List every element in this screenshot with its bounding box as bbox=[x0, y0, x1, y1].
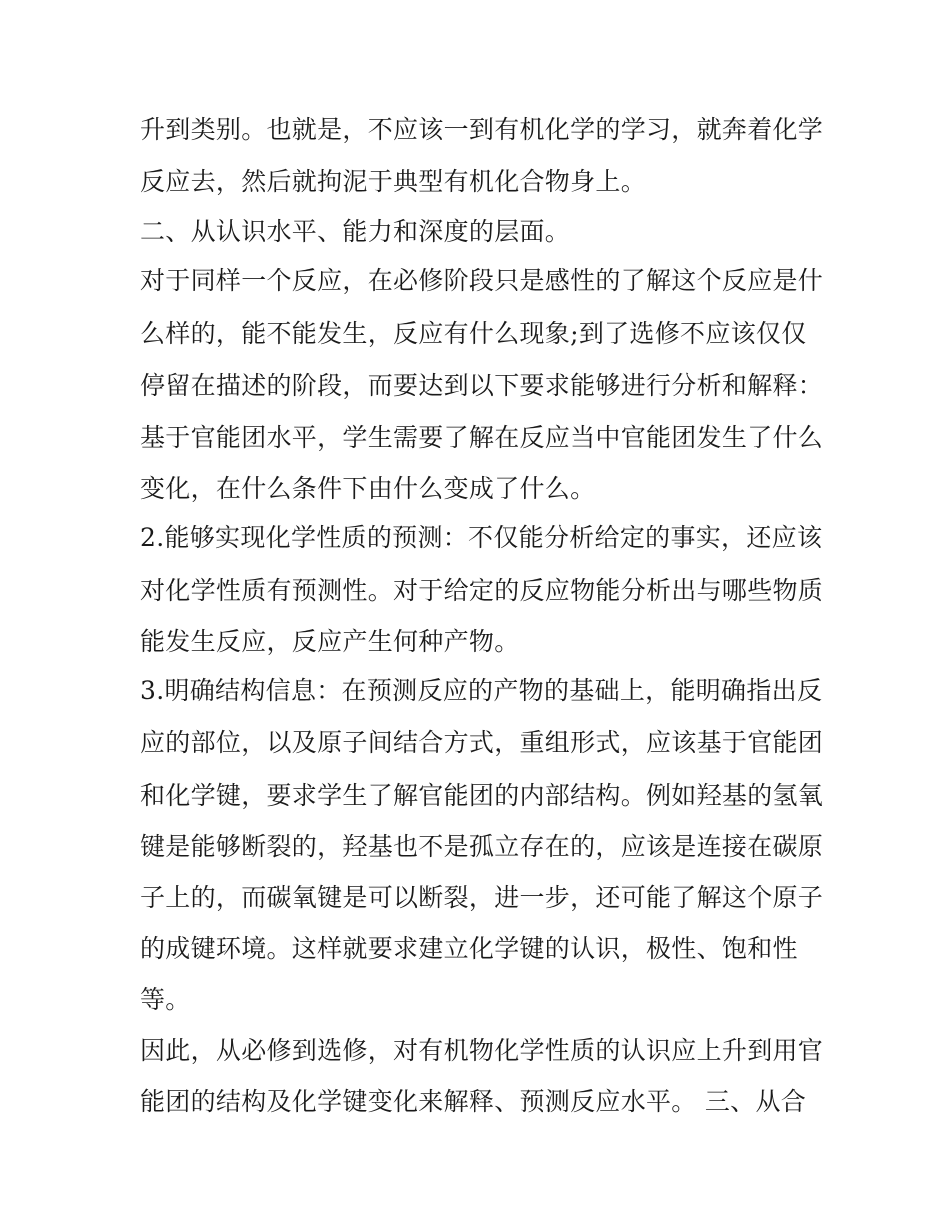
text-line: 键是能够断裂的，羟基也不是孤立存在的，应该是连接在碳原 bbox=[140, 832, 824, 861]
text-line: 子上的，而碳氧键是可以断裂，进一步，还可能了解这个原子 bbox=[140, 883, 824, 912]
text-line: 反应去，然后就拘泥于典型有机化合物身上。 bbox=[140, 167, 647, 196]
text-line: 对于同样一个反应，在必修阶段只是感性的了解这个反应是什 bbox=[140, 266, 824, 295]
section-heading: 二、从认识水平、能力和深度的层面。 bbox=[140, 217, 571, 246]
text-line: 么样的，能不能发生，反应有什么现象;到了选修不应该仅仅 bbox=[140, 319, 807, 348]
text-line: 和化学键，要求学生了解官能团的内部结构。例如羟基的氢氧 bbox=[140, 781, 824, 810]
text-line: 变化，在什么条件下由什么变成了什么。 bbox=[140, 474, 596, 503]
text-line: 因此，从必修到选修，对有机物化学性质的认识应上升到用官 bbox=[140, 1036, 824, 1065]
text-line: 应的部位，以及原子间结合方式，重组形式，应该基于官能团 bbox=[140, 728, 824, 757]
numbered-point-2: 2.能够实现化学性质的预测：不仅能分析给定的事实，还应该 bbox=[140, 523, 823, 552]
text-line: 停留在描述的阶段，而要达到以下要求能够进行分析和解释： bbox=[140, 371, 824, 400]
numbered-point-3: 3.明确结构信息：在预测反应的产物的基础上，能明确指出反 bbox=[140, 676, 823, 705]
text-line: 升到类别。也就是，不应该一到有机化学的学习，就奔着化学 bbox=[140, 115, 824, 144]
text-line: 对化学性质有预测性。对于给定的反应物能分析出与哪些物质 bbox=[140, 576, 824, 605]
text-line: 能发生反应，反应产生何种产物。 bbox=[140, 627, 520, 656]
text-line: 基于官能团水平，学生需要了解在反应当中官能团发生了什么 bbox=[140, 423, 824, 452]
text-line: 的成键环境。这样就要求建立化学键的认识，极性、饱和性 bbox=[140, 934, 798, 963]
text-line: 等。 bbox=[140, 985, 191, 1014]
text-line: 能团的结构及化学键变化来解释、预测反应水平。 三、从合 bbox=[140, 1087, 807, 1116]
